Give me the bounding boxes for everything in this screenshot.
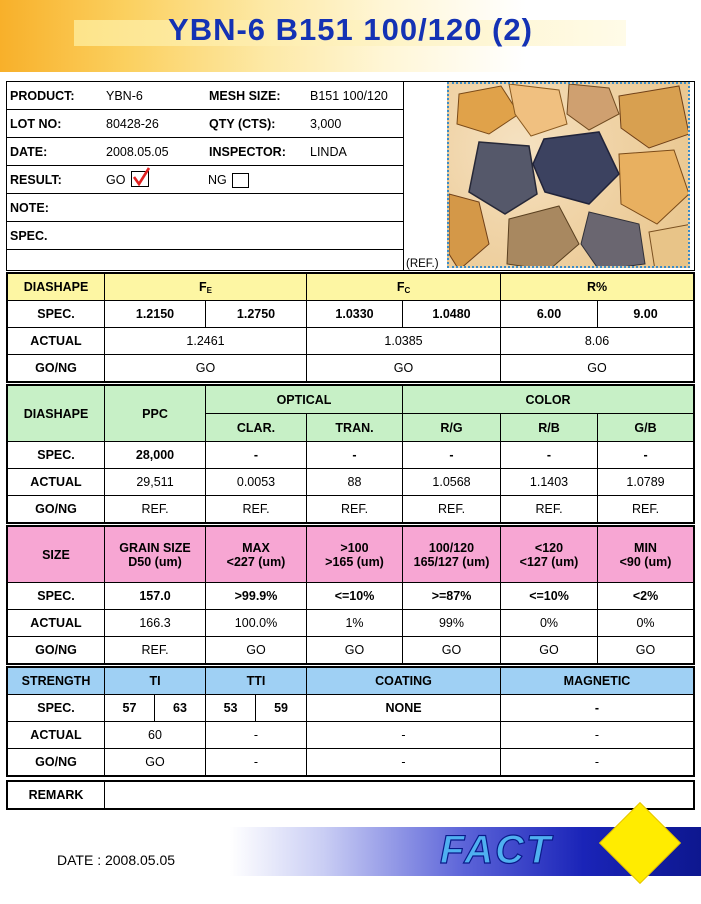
info-row-product (7, 82, 404, 110)
size-spec-row (8, 583, 694, 610)
size-header-line: <127 (um) (519, 554, 579, 569)
remark-label: REMARK (8, 782, 105, 809)
subheader-cell: G/B (598, 414, 694, 442)
actual-cell: 1.0789 (598, 469, 694, 496)
spec-cell: 1.2750 (206, 301, 307, 328)
strength-actual-row (8, 722, 694, 749)
gong-cell: REF. (307, 496, 403, 523)
row-label: SPEC. (8, 583, 105, 610)
strength-header-coating: COATING (307, 668, 501, 695)
spec-cell: 63 (155, 695, 206, 722)
size-table (7, 526, 694, 664)
report-title: YBN-6 B151 100/120 (2) (168, 12, 533, 47)
size-header-cell (598, 527, 694, 583)
gong-cell: REF. (501, 496, 598, 523)
gong-cell: GO (307, 355, 501, 382)
date-label: DATE: (10, 145, 48, 159)
optical-header-ppc: PPC (105, 386, 206, 442)
spec-cell: - (307, 442, 403, 469)
actual-cell: 1.1403 (501, 469, 598, 496)
strength-section (6, 666, 695, 777)
actual-cell: 0.0053 (206, 469, 307, 496)
remark-section (6, 780, 695, 810)
row-label: SPEC. (8, 442, 105, 469)
size-header-row (8, 527, 694, 583)
gong-cell: GO (206, 637, 307, 664)
actual-cell: - (307, 722, 501, 749)
size-header-line: <90 (um) (619, 554, 672, 569)
shape-section (6, 272, 695, 383)
actual-cell: - (501, 722, 694, 749)
shape-header-row (8, 274, 694, 301)
lot-label: LOT NO: (10, 117, 62, 131)
spec-cell: - (403, 442, 501, 469)
info-row-date (7, 138, 404, 166)
row-label: SPEC. (8, 301, 105, 328)
actual-cell: 1.0385 (307, 328, 501, 355)
info-row-lot (7, 110, 404, 138)
size-header-cell (206, 527, 307, 583)
actual-cell: 1.0568 (403, 469, 501, 496)
row-label: GO/NG (8, 637, 105, 664)
actual-cell: 1.2461 (105, 328, 307, 355)
gong-cell: GO (105, 355, 307, 382)
row-label: SPEC. (8, 695, 105, 722)
qty-value: 3,000 (310, 117, 342, 131)
gong-cell: REF. (403, 496, 501, 523)
spec-cell: 6.00 (501, 301, 598, 328)
remark-table (7, 781, 694, 809)
strength-header-ti: TI (105, 668, 206, 695)
product-label: PRODUCT: (10, 89, 75, 103)
size-header-line: <227 (um) (226, 554, 286, 569)
row-label: ACTUAL (8, 722, 105, 749)
shape-header-fc (307, 274, 501, 301)
shape-gong-row (8, 355, 694, 382)
mesh-size-label: MESH SIZE: (209, 89, 281, 103)
spec-cell: <=10% (501, 583, 598, 610)
footer-date: DATE : 2008.05.05 (57, 852, 176, 868)
actual-cell: 99% (403, 610, 501, 637)
mesh-size-value: B151 100/120 (310, 89, 388, 103)
fact-logo: FACT (440, 828, 553, 872)
optical-table (7, 385, 694, 523)
strength-header-magnetic: MAGNETIC (501, 668, 694, 695)
ng-option-label: NG (208, 173, 227, 187)
optical-section (6, 384, 695, 524)
gong-cell: - (206, 749, 307, 776)
shape-header-fe (105, 274, 307, 301)
size-header-line: MAX (242, 540, 270, 555)
size-header-line: >165 (um) (325, 554, 384, 569)
go-checkbox[interactable] (131, 171, 149, 187)
spec-cell: <2% (598, 583, 694, 610)
gong-cell: REF. (105, 496, 206, 523)
spec-cell: 1.0480 (403, 301, 501, 328)
gong-cell: REF. (598, 496, 694, 523)
reference-label: (REF.) (406, 258, 439, 270)
size-section (6, 525, 695, 665)
size-gong-row (8, 637, 694, 664)
subheader-cell: R/G (403, 414, 501, 442)
optical-header-optical: OPTICAL (206, 386, 403, 414)
row-label: GO/NG (8, 749, 105, 776)
actual-cell: 0% (501, 610, 598, 637)
strength-header-row (8, 668, 694, 695)
strength-spec-row (8, 695, 694, 722)
actual-cell: 60 (105, 722, 206, 749)
strength-header-label: STRENGTH (8, 668, 105, 695)
shape-actual-row (8, 328, 694, 355)
actual-cell: 8.06 (501, 328, 694, 355)
spec-cell: <=10% (307, 583, 403, 610)
fe-subscript: E (206, 285, 212, 295)
spec-cell: 1.0330 (307, 301, 403, 328)
optical-header-diashape: DIASHAPE (8, 386, 105, 442)
spec-cell: 59 (256, 695, 307, 722)
product-value: YBN-6 (106, 89, 143, 103)
spec-cell: - (501, 695, 694, 722)
fe-symbol: F (199, 279, 207, 294)
go-option-label: GO (106, 173, 126, 187)
size-header-cell (105, 527, 206, 583)
remark-value (105, 782, 694, 809)
gong-cell: GO (501, 637, 598, 664)
size-header-line: <120 (534, 540, 564, 555)
size-actual-row (8, 610, 694, 637)
actual-cell: 1% (307, 610, 403, 637)
actual-cell: 88 (307, 469, 403, 496)
strength-table (7, 667, 694, 776)
subheader-cell: R/B (501, 414, 598, 442)
size-header-line: >100 (340, 540, 369, 555)
actual-cell: - (206, 722, 307, 749)
info-row-note (7, 194, 404, 222)
optical-gong-row (8, 496, 694, 523)
qty-label: QTY (CTS): (209, 117, 276, 131)
optical-header-row (8, 386, 694, 414)
ng-checkbox[interactable] (232, 173, 249, 188)
spec-cell: >99.9% (206, 583, 307, 610)
gong-cell: - (307, 749, 501, 776)
shape-header-r: R% (501, 274, 694, 301)
shape-table (7, 273, 694, 382)
reference-photo (447, 82, 690, 268)
gong-cell: GO (307, 637, 403, 664)
diamond-crystals-image (449, 84, 690, 268)
result-label: RESULT: (10, 173, 62, 187)
spec-cell: >=87% (403, 583, 501, 610)
row-label: ACTUAL (8, 610, 105, 637)
strength-gong-row (8, 749, 694, 776)
actual-cell: 166.3 (105, 610, 206, 637)
size-header-line: MIN (634, 540, 657, 555)
gong-cell: GO (598, 637, 694, 664)
info-table (7, 82, 404, 271)
inspector-label: INSPECTOR: (209, 145, 286, 159)
optical-actual-row (8, 469, 694, 496)
row-label: GO/NG (8, 355, 105, 382)
row-label: GO/NG (8, 496, 105, 523)
size-header-line: 165/127 (um) (413, 554, 490, 569)
spec-label: SPEC. (10, 229, 48, 243)
gong-cell: GO (105, 749, 206, 776)
spec-cell: 1.2150 (105, 301, 206, 328)
size-header-line: GRAIN SIZE (119, 540, 191, 555)
strength-header-tti: TTI (206, 668, 307, 695)
spec-cell: 9.00 (598, 301, 694, 328)
date-value: 2008.05.05 (106, 145, 169, 159)
gong-cell: GO (501, 355, 694, 382)
spec-cell: NONE (307, 695, 501, 722)
spec-cell: - (206, 442, 307, 469)
size-header-cell (501, 527, 598, 583)
checkmark-icon (131, 167, 151, 187)
gong-cell: - (501, 749, 694, 776)
subheader-cell: CLAR. (206, 414, 307, 442)
gong-cell: REF. (206, 496, 307, 523)
size-header-line: 100/120 (428, 540, 475, 555)
lot-value: 80428-26 (106, 117, 159, 131)
actual-cell: 29,511 (105, 469, 206, 496)
gong-cell: GO (403, 637, 501, 664)
size-header-line: D50 (um) (128, 554, 182, 569)
spec-cell: 53 (206, 695, 256, 722)
shape-header-diashape: DIASHAPE (8, 274, 105, 301)
gong-cell: REF. (105, 637, 206, 664)
note-label: NOTE: (10, 201, 49, 215)
fc-symbol: F (396, 279, 405, 294)
fc-subscript: C (404, 285, 411, 295)
size-header-label: SIZE (8, 527, 105, 583)
inspector-value: LINDA (310, 145, 347, 159)
size-header-cell (403, 527, 501, 583)
spec-cell: 57 (105, 695, 155, 722)
optical-spec-row (8, 442, 694, 469)
subheader-cell: TRAN. (307, 414, 403, 442)
row-label: ACTUAL (8, 328, 105, 355)
remark-row (8, 782, 694, 809)
info-row-result (7, 166, 404, 194)
spec-cell: - (501, 442, 598, 469)
actual-cell: 0% (598, 610, 694, 637)
spec-cell: 157.0 (105, 583, 206, 610)
spec-cell: 28,000 (105, 442, 206, 469)
info-row-spec (7, 222, 404, 250)
size-header-cell (307, 527, 403, 583)
row-label: ACTUAL (8, 469, 105, 496)
optical-header-color: COLOR (403, 386, 694, 414)
spec-cell: - (598, 442, 694, 469)
actual-cell: 100.0% (206, 610, 307, 637)
shape-spec-row (8, 301, 694, 328)
